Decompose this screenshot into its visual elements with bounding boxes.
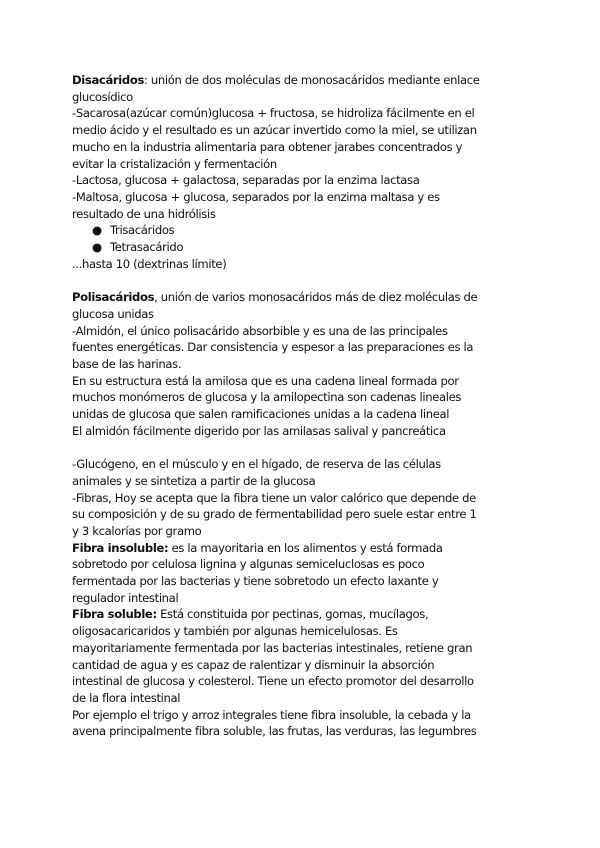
insoluble-line-3: fermentada por las bacterias y tiene sobretodo un efecto laxante y [72, 574, 439, 589]
glucogeno-line-2: animales y se sintetiza a partir de la glucosa [72, 473, 316, 488]
polisacaridos-line-7: muchos monómeros de glucosa y la amilopectina son cadenas lineales [72, 390, 462, 405]
polisacaridos-line-9: El almidón fácilmente digerido por las amilasas salival y pancreática [72, 423, 446, 438]
glucogeno-line-1: -Glucógeno, en el músculo y en el hígado, de reserva de las células [72, 457, 441, 472]
polisacaridos-line-3: -Almidón, el único polisacárido absorbible y es una de las principales [72, 323, 448, 338]
disacaridos-line-10: ...hasta 10 (dextrinas límite) [72, 256, 227, 271]
soluble-line-1: Fibra soluble: Está constituida por pectinas, gomas, mucílagos, [72, 607, 429, 622]
fibras-line-3: y 3 kcalorías por gramo [72, 523, 202, 538]
disacaridos-line-7: -Lactosa, glucosa + galactosa, separadas por la enzima lactasa [72, 173, 420, 188]
polisacaridos-line-8: unidas de glucosa que salen ramificaciones unidas a la cadena lineal [72, 407, 450, 422]
polisacaridos-line-6: En su estructura está la amilosa que es una cadena lineal formada por [72, 373, 459, 388]
fibras-line-1: -Fibras, Hoy se acepta que la fibra tiene un valor calórico que depende de [72, 490, 476, 505]
insoluble-heading: Fibra insoluble: [72, 540, 169, 555]
disacaridos-line-8: -Maltosa, glucosa + glucosa, separados por la enzima maltasa y es [72, 189, 440, 204]
soluble-line-3: mayoritariamente fermentada por las bacterias intestinales, retiene gran [72, 640, 473, 655]
paragraph-gap [72, 272, 532, 289]
soluble-line-2: oligosacaricaridos y también por algunas hemicelulosas. Es [72, 624, 398, 639]
disacaridos-line-9: resultado de una hidrólisis [72, 206, 216, 221]
fibras-line-2: su composición y de su grado de fermentabilidad pero suele estar entre 1 [72, 507, 477, 522]
disacaridos-line-4: medio ácido y el resultado es un azúcar invertido como la miel, se utilizan [72, 123, 477, 138]
disacaridos-line-2: glucosídico [72, 89, 133, 104]
polisacaridos-line-2: glucosa unidas [72, 306, 154, 321]
document-page [72, 72, 532, 740]
soluble-line-6: de la flora intestinal [72, 690, 181, 705]
soluble-heading: Fibra soluble: [72, 607, 157, 622]
disacaridos-line-5: mucho en la industria alimentaria para obtener jarabes concentrados y [72, 139, 463, 154]
polisacaridos-line-4: fuentes energéticas. Dar consistencia y espesor a las preparaciones es la [72, 340, 474, 355]
disacaridos-heading: Disacáridos [72, 73, 145, 87]
ejemplo-line-1: Por ejemplo el trigo y arroz integrales tiene fibra insoluble, la cebada y la [72, 707, 471, 722]
paragraph-gap [72, 439, 532, 456]
insoluble-line-2: sobretodo por celulosa lignina y algunas semiceluclosas es poco [72, 557, 425, 572]
insoluble-line-4: regulador intestinal [72, 590, 179, 605]
bullet-icon: ● [92, 240, 102, 255]
polisacaridos-heading: Polisacáridos [72, 290, 155, 305]
bullet-icon: ● [92, 223, 102, 238]
polisacaridos-line-5: base de las harinas. [72, 356, 182, 371]
disacaridos-line-1: Disacáridos: unión de dos moléculas de monosacáridos mediante enlace [72, 73, 480, 87]
list-item: ● Trisacáridos [92, 223, 175, 238]
ejemplo-line-2: avena principalmente fibra soluble, las frutas, las verduras, las legumbres [72, 724, 477, 739]
insoluble-line-1: Fibra insoluble: es la mayoritaria en los alimentos y está formada [72, 540, 443, 555]
soluble-line-4: cantidad de agua y es capaz de ralentizar y disminuir la absorción [72, 657, 435, 672]
disacaridos-line-3: -Sacarosa(azúcar común)glucosa + fructosa, se hidroliza fácilmente en el [72, 106, 475, 121]
soluble-line-5: intestinal de glucosa y colesterol. Tiene un efecto promotor del desarrollo [72, 674, 474, 689]
list-item: ● Tetrasacárido [92, 240, 184, 255]
polisacaridos-line-1: Polisacáridos, unión de varios monosacáridos más de diez moléculas de [72, 290, 478, 305]
disacaridos-line-6: evitar la cristalización y fermentación [72, 156, 277, 171]
